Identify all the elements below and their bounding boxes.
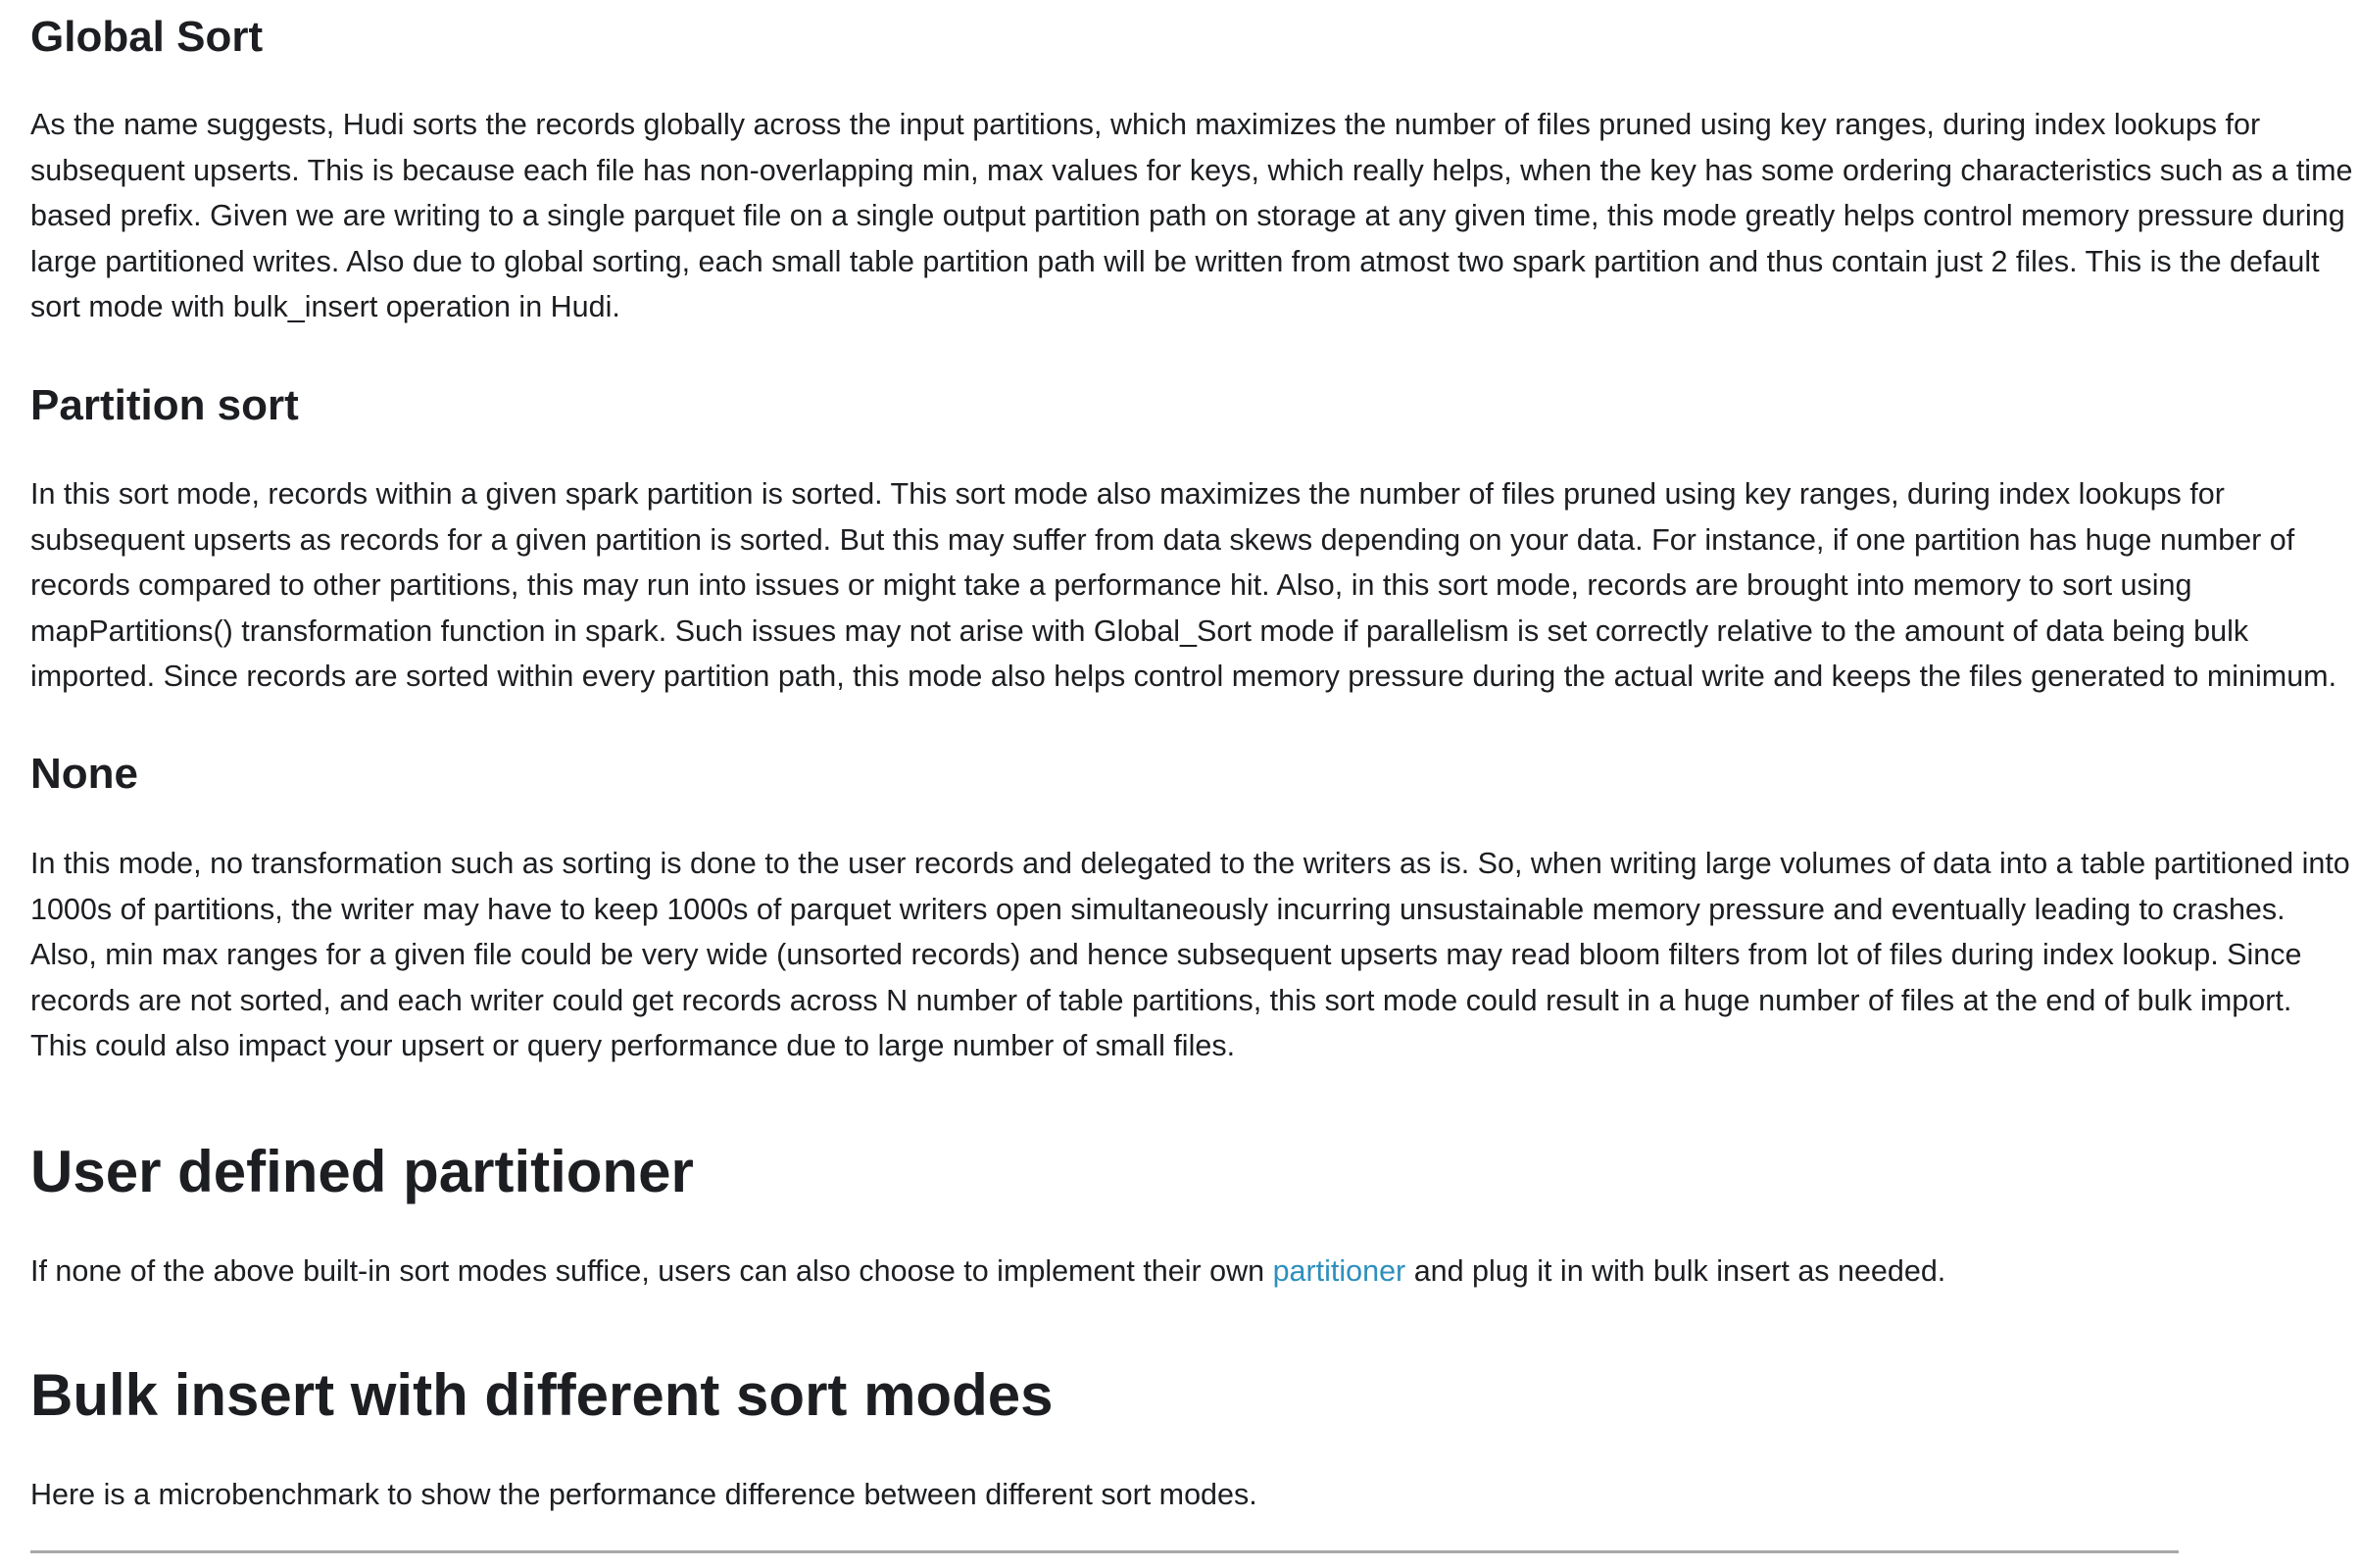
heading-user-defined-partitioner: User defined partitioner [30,1139,694,1204]
heading-bulk-insert-sort-modes: Bulk insert with different sort modes [30,1362,1054,1428]
text-segment: If none of the above built-in sort modes suffice, users can also choose to implement their own [30,1254,1273,1288]
paragraph-global-sort: As the name suggests, Hudi sorts the records globally across the input partitions, which maximizes the number of files pruned using key ranges, during index lookups for subsequent upserts. This is because each file has non-overlapping min, max values for keys, which really helps, when the key has some ordering characteristics such as a time based prefix. Given we are writing to a single parquet file on a single output partition path on storage at any given time, this mode greatly helps control memory pressure during large partitioned writes. Also due to global sorting, each small table partition path will be written from atmost two spark partition and thus contain just 2 files. This is the default sort mode with bulk_insert operation in Hudi. [30,108,2353,323]
text-segment: and plug it in with bulk insert as needed. [1405,1254,1946,1288]
heading-none: None [30,750,138,798]
paragraph-none: In this mode, no transformation such as sorting is done to the user records and delegated to the writers as is. So, when writing large volumes of data into a table partitioned into 1000s of partitions, the writer may have to keep 1000s of parquet writers open simultaneously incurring unsustainable memory pressure and eventually leading to crashes. Also, min max ranges for a given file could be very wide (unsorted records) and hence subsequent upserts may read bloom filters from lot of files during index lookup. Since records are not sorted, and each writer could get records across N number of table partitions, this sort mode could result in a huge number of files at the end of bulk import. This could also impact your upsert or query performance due to large number of small files. [30,847,2350,1062]
paragraph-bulk-insert-sort-modes: Here is a microbenchmark to show the performance difference between different sort modes. [30,1478,1257,1511]
heading-global-sort: Global Sort [30,13,264,61]
paragraph-partition-sort: In this sort mode, records within a given spark partition is sorted. This sort mode also maximizes the number of files pruned using key ranges, during index lookups for subsequent upserts as records for a given partition is sorted. But this may suffer from data skews depending on your data. For instance, if one partition has huge number of records compared to other partitions, this may run into issues or might take a performance hit. Also, in this sort mode, records are brought into memory to sort using mapPartitions() transformation function in spark. Such issues may not arise with Global_Sort mode if parallelism is set correctly relative to the amount of data being bulk imported. Since records are sorted within every partition path, this mode also helps control memory pressure during the actual write and keeps the files generated to minimum. [30,477,2337,693]
partitioner-link[interactable]: partitioner [1272,1254,1406,1288]
paragraph-user-defined-partitioner [30,1249,2353,1295]
heading-partition-sort: Partition sort [30,381,299,429]
horizontal-rule [30,1550,2179,1553]
